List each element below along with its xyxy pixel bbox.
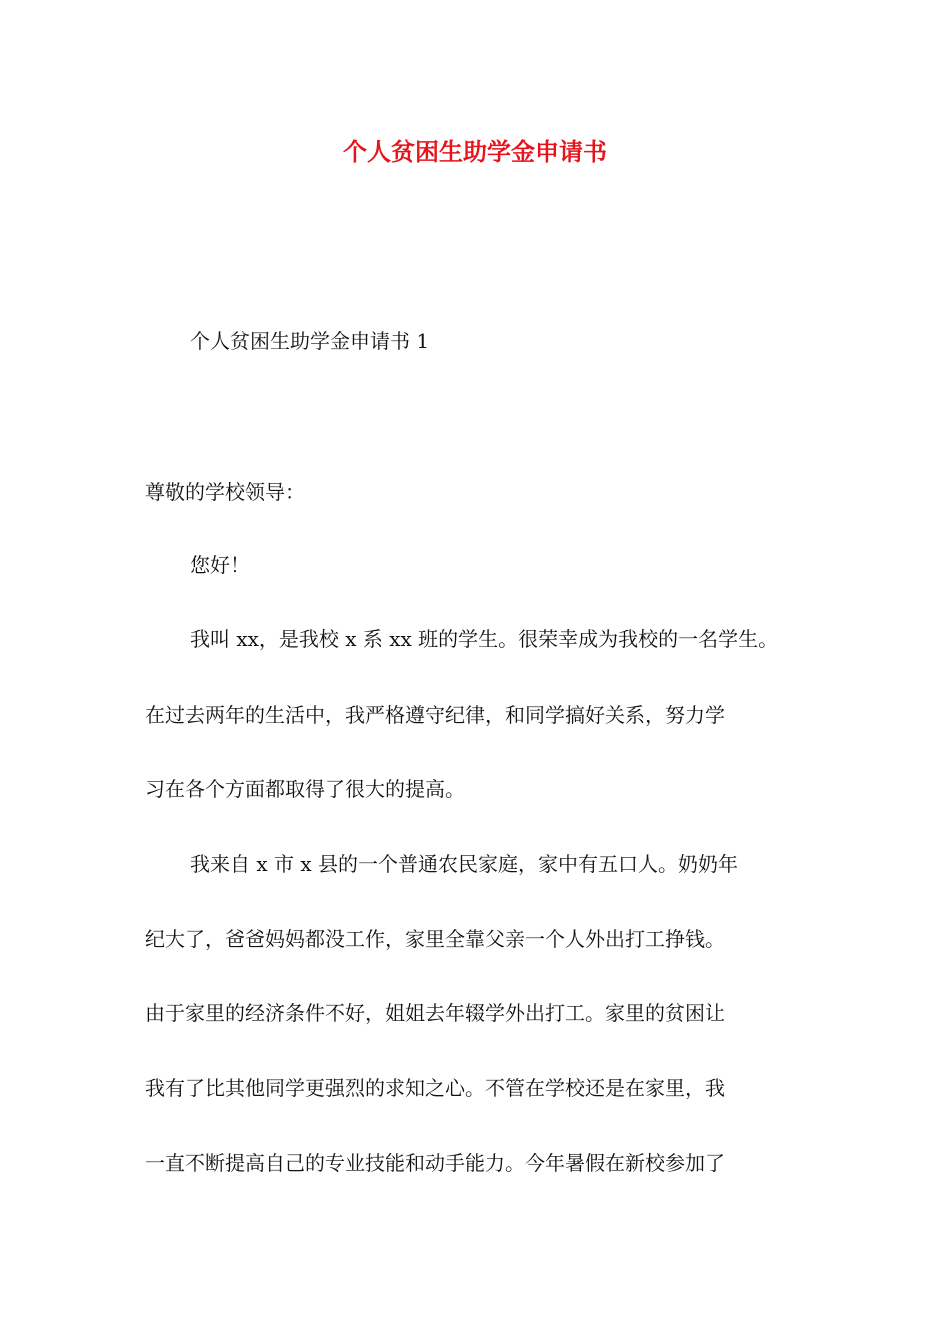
greeting: 您好！ [190, 553, 250, 577]
paragraph-line: 纪大了，爸爸妈妈都没工作，家里全靠父亲一个人外出打工挣钱。 [145, 927, 725, 951]
document-title: 个人贫困生助学金申请书 [343, 138, 607, 166]
salutation: 尊敬的学校领导： [145, 480, 305, 504]
paragraph-line: 我有了比其他同学更强烈的求知之心。不管在学校还是在家里，我 [145, 1076, 725, 1100]
section-heading: 个人贫困生助学金申请书 1 [190, 329, 430, 353]
paragraph-line: 一直不断提高自己的专业技能和动手能力。今年暑假在新校参加了 [145, 1151, 725, 1175]
paragraph-line: 我来自 x 市 x 县的一个普通农民家庭，家中有五口人。奶奶年 [190, 852, 738, 876]
paragraph-line: 习在各个方面都取得了很大的提高。 [145, 777, 465, 801]
paragraph-line: 我叫 xx，是我校 x 系 xx 班的学生。很荣幸成为我校的一名学生。 [190, 627, 779, 651]
paragraph-line: 由于家里的经济条件不好，姐姐去年辍学外出打工。家里的贫困让 [145, 1001, 725, 1025]
paragraph-line: 在过去两年的生活中，我严格遵守纪律，和同学搞好关系，努力学 [145, 703, 725, 727]
